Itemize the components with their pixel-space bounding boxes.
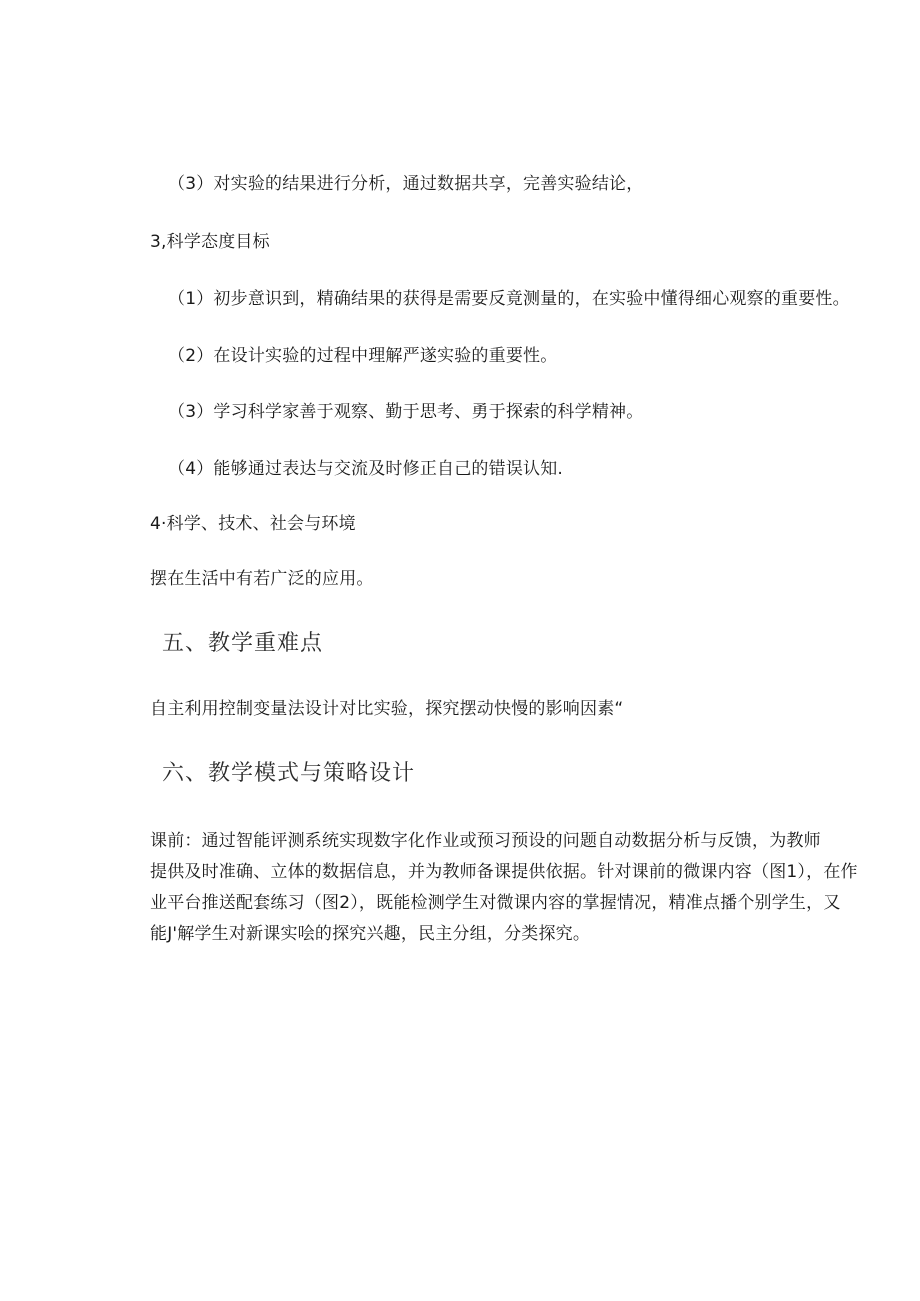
objective-item-1: （1）初步意识到，精确结果的获得是需要反竟测量的，在实验中懂得细心观察的重要性。 bbox=[168, 289, 850, 309]
section-body-sci-tech-society: 摆在生活中有若广泛的应用。 bbox=[150, 569, 374, 589]
objective-item-2: （2）在设计实验的过程中理解严遂实验的重要性。 bbox=[168, 346, 558, 366]
chapter-heading-key-difficult-points: 五、教学重难点 bbox=[162, 631, 324, 656]
objective-item-3-3: （3）对实验的结果进行分析，通过数据共享，完善实验结论， bbox=[168, 174, 644, 194]
paragraph-line-3: 业平台推送配套练习（图2），既能检测学生对微课内容的掌握情况，精准点播个别学生，又 bbox=[150, 893, 841, 913]
teaching-model-paragraph bbox=[150, 826, 858, 950]
chapter-heading-teaching-model: 六、教学模式与策略设计 bbox=[162, 761, 416, 786]
paragraph-line-1: 课前：通过智能评测系统实现数字化作业或预习预设的问题自动数据分析与反馈，为教师 bbox=[150, 831, 821, 851]
paragraph-line-2: 提供及时准确、立体的数据信息，并为教师备课提供依据。针对课前的微课内容（图1），在作 bbox=[150, 862, 858, 882]
section-heading-sci-tech-society: 4·科学、技术、社会与环境 bbox=[150, 514, 356, 534]
objective-item-4: （4）能够通过表达与交流及时修正自己的错误认知. bbox=[168, 459, 564, 479]
key-points-body: 自主利用控制变量法设计对比实验，探究摆动快慢的影响因素“ bbox=[150, 699, 624, 719]
paragraph-line-4: 能J'解学生对新课实哙的探究兴趣，民主分组，分类探究。 bbox=[150, 924, 591, 944]
objective-item-3: （3）学习科学家善于观察、勤于思考、勇于探索的科学精神。 bbox=[168, 402, 644, 422]
section-heading-scientific-attitude: 3,科学态度目标 bbox=[150, 232, 270, 252]
